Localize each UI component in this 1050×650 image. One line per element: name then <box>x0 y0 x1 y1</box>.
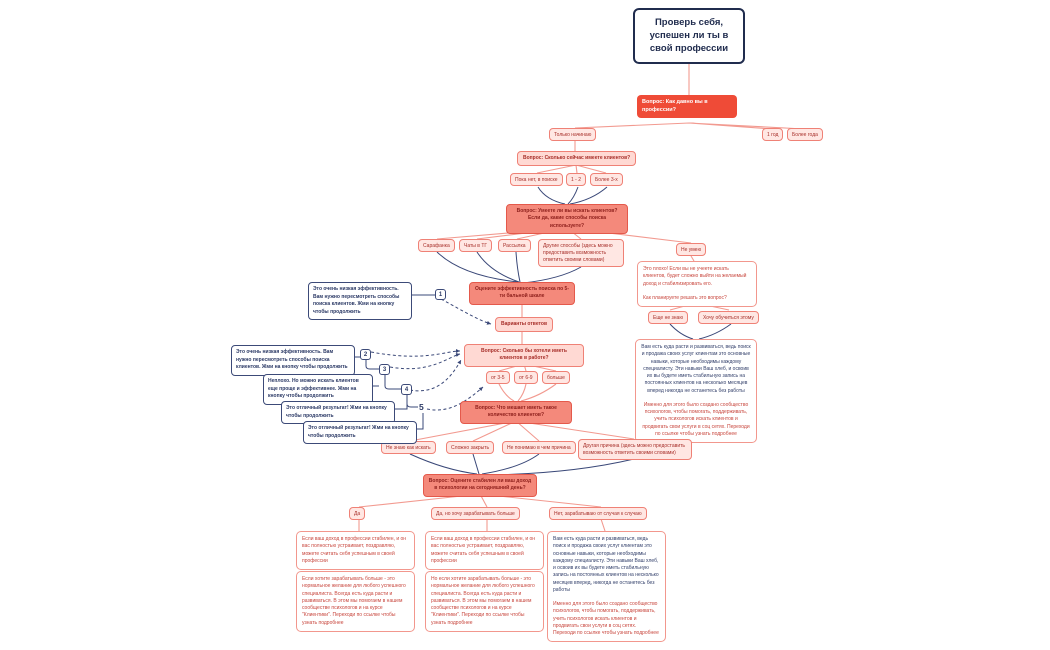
answer-yes-want-more[interactable]: Да, но хочу зарабатывать больше <box>431 507 520 520</box>
answer-1-2[interactable]: 1 - 2 <box>566 173 586 186</box>
result-income-ok-middle[interactable] <box>425 531 544 570</box>
warning-question: Как планируете решать это вопрос? <box>643 294 727 301</box>
number-badge-4[interactable]: 4 <box>401 384 412 395</box>
answer-want-learn[interactable]: Хочу обучиться этому <box>698 311 759 324</box>
result-growth-right[interactable] <box>547 531 666 642</box>
answer-3-plus[interactable]: Более 3-х <box>590 173 623 186</box>
number-badge-1[interactable]: 1 <box>435 289 446 300</box>
answer-mailing[interactable]: Рассылка <box>498 239 531 252</box>
question-what-prevents[interactable]: Вопрос: Что мешает иметь такое количество клиентов? <box>460 401 572 424</box>
question-how-long[interactable]: Вопрос: Как давно вы в профессии? <box>637 95 737 118</box>
question-rate-search[interactable]: Оцените эффективность поиска по 5-ти бальной шкале <box>469 282 575 305</box>
answer-no-occasional[interactable]: Нет, зарабатываю от случая к случаю <box>549 507 647 520</box>
answer-more-than-year[interactable]: Более года <box>787 128 823 141</box>
callout-not-bad[interactable]: Неплохо. Но можно искать клиентов еще проще и эффективнее. Жми на кнопку чтобы продолжить <box>263 374 373 405</box>
answer-no-reason[interactable]: Не понимаю в чем причина <box>502 441 576 454</box>
number-badge-3[interactable]: 3 <box>379 364 390 375</box>
answer-none-searching[interactable]: Пока нет, в поиске <box>510 173 563 186</box>
question-clients-want[interactable]: Вопрос: Сколько бы хотели иметь клиентов в работе? <box>464 344 584 367</box>
callout-great-result-1[interactable]: Это отличный результат! Жми на кнопку чтобы продолжить <box>281 401 395 424</box>
result-want-more-left[interactable] <box>296 571 415 632</box>
growth-text: Вам есть куда расти и развиваться, ведь поиск и продажа своих услуг клиентам это основные навыки, которые необходимы каждому специалисту. Эти навыки Ваш хлеб, и освоив их вы будете иметь стабильную запись на постоянных клиентов на несколько месяцев вперед, никогда не останетесь без работы <box>553 536 659 593</box>
answer-sarafanka[interactable]: Сарафанка <box>418 239 455 252</box>
answer-cant-search[interactable]: Не умею <box>676 243 706 256</box>
answer-hard-close[interactable]: Сложно закрыть <box>446 441 494 454</box>
answer-variants-node[interactable]: Варианты ответов <box>495 317 553 332</box>
result-text: Если ваш доход в профессии стабилен, и он вас полностью устраивает, поздравляю, можете считать себя успешным в своей профессии <box>431 536 536 564</box>
answer-other-reason[interactable]: Другая причина (здесь можно предоставить возможность ответить своими словами) <box>578 439 692 460</box>
callout-great-result-2[interactable]: Это отличный результат! Жми на кнопку чтобы продолжить <box>303 421 417 444</box>
answer-dont-know-yet[interactable]: Еще не знаю <box>648 311 688 324</box>
growth-community-box[interactable] <box>635 339 757 443</box>
community-text: Именно для этого было создано сообщество психологов, чтобы помогать, поддерживать, учить психологов искать клиентов и продвигать свои услуги в соц сетях. Переходи по ссылке чтобы узнать подробнее <box>642 401 750 437</box>
result-want-more-middle[interactable] <box>425 571 544 632</box>
result-text: Но если хотите зарабатывать больше - это нормальное желание для любого успешного специалиста. Всегда есть куда расти и развиваться. В этом мы помогаем в нашем сообществе психологов и на курсе "Клиентики". Переходи по ссылке чтобы узнать подробнее <box>431 576 535 626</box>
answer-just-starting[interactable]: Только начинаю <box>549 128 596 141</box>
answer-more-clients[interactable]: больше <box>542 371 570 384</box>
answer-one-year[interactable]: 1 год <box>762 128 783 141</box>
question-clients-now[interactable]: Вопрос: Сколько сейчас имеете клиентов? <box>517 151 636 166</box>
title-card[interactable]: Проверь себя, успешен ли ты в свой профессии <box>633 8 745 64</box>
answer-dont-know-how[interactable]: Не знаю как искать <box>381 441 436 454</box>
answer-other-ways[interactable]: Другие способы (здесь можно предоставить возможность ответить своими словами) <box>538 239 624 267</box>
result-text: Если хотите зарабатывать больше - это нормальное желание для любого успешного специалиста. Всегда есть куда расти и развиваться. В этом мы помогаем в нашем сообществе психологов и на курсе "Клиентики". Переходи по ссылке чтобы узнать подробнее <box>302 576 406 626</box>
growth-text: Вам есть куда расти и развиваться, ведь поиск и продажа своих услуг клиентам это основные навыки, которые необходимы каждому специалисту. Эти навыки Ваш хлеб, и освоив их вы будете иметь стабильную запись на постоянных клиентов на несколько месяцев вперед никогда не останетесь без работы <box>641 344 751 394</box>
callout-low-efficiency-1[interactable]: Это очень низкая эффективность. Вам нужно пересмотреть способы поиска клиентов. Жми на кнопку чтобы продолжить <box>308 282 412 320</box>
result-text: Если ваш доход в профессии стабилен, и он вас полностью устраивает, поздравляю, можете считать себя успешным в своей профессии <box>302 536 407 564</box>
question-income-stable[interactable]: Вопрос: Оцените стабилен ли ваш доход в психологии на сегодняшний день? <box>423 474 537 497</box>
answer-3-5[interactable]: от 3-5 <box>486 371 510 384</box>
warning-box[interactable] <box>637 261 757 307</box>
answer-tg-chats[interactable]: Чаты в ТГ <box>459 239 492 252</box>
number-badge-5[interactable]: 5 <box>419 402 424 412</box>
community-text: Именно для этого было создано сообщество психологов, чтобы помогать, поддерживать, учить психологов искать клиентов и продвигать свои услуги в соц сетях. Переходи по ссылке чтобы узнать подробнее <box>553 601 659 636</box>
warning-text: Это плохо! Если вы не учеете искать клиентов, будет сложно выйти на желаемый доход и стабилизировать его. <box>643 266 747 287</box>
answer-yes[interactable]: Да <box>349 507 365 520</box>
answer-6-9[interactable]: от 6-9 <box>514 371 538 384</box>
question-can-search[interactable]: Вопрос: Умеете ли вы искать клиентов? Если да, какие способы поиска используете? <box>506 204 628 234</box>
number-badge-2[interactable]: 2 <box>360 349 371 360</box>
result-income-ok-left[interactable] <box>296 531 415 570</box>
callout-low-efficiency-2[interactable]: Это очень низкая эффективность. Вам нужно пересмотреть способы поиска клиентов. Жми на кнопку чтобы продолжить <box>231 345 355 376</box>
